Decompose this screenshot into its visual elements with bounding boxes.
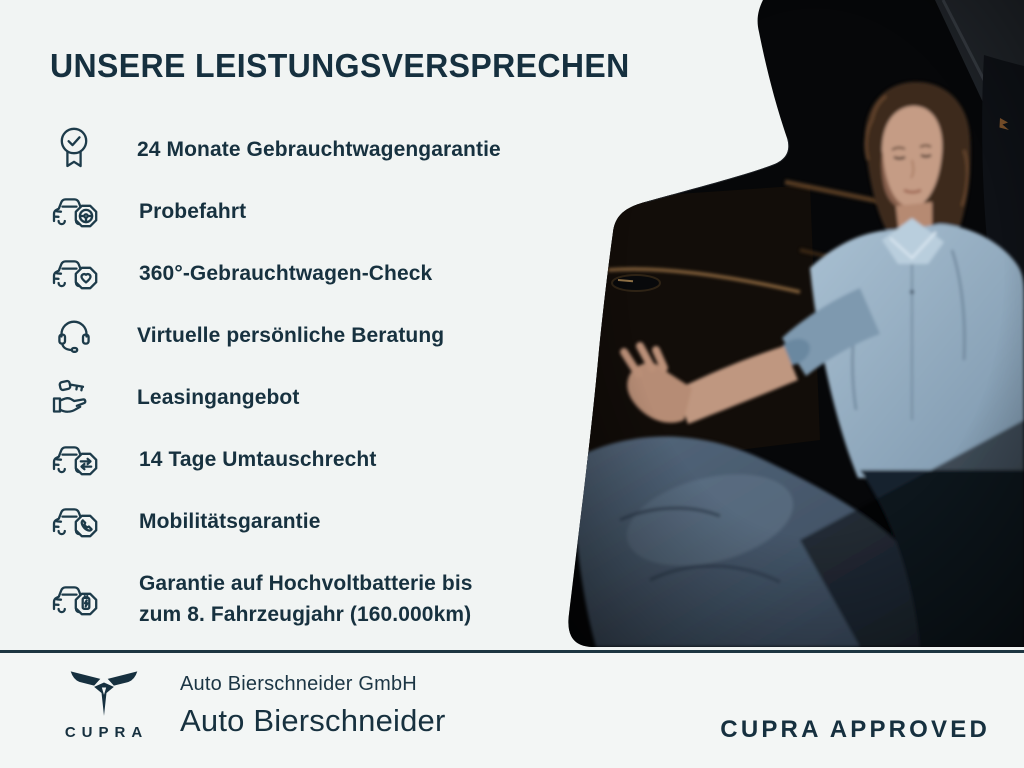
promise-label-line1: Garantie auf Hochvoltbatterie bis bbox=[139, 571, 473, 595]
list-item bbox=[50, 304, 550, 366]
list-item bbox=[50, 180, 550, 242]
promise-label: Virtuelle persönliche Beratung bbox=[137, 323, 445, 347]
promise-label: Mobilitätsgarantie bbox=[139, 509, 321, 533]
promise-label: Probefahrt bbox=[139, 199, 247, 223]
car-phone-icon bbox=[50, 501, 100, 541]
list-item bbox=[50, 118, 550, 180]
car-steering-wheel-icon bbox=[50, 191, 100, 231]
cupra-emblem-icon bbox=[67, 665, 141, 721]
cupra-logo bbox=[46, 665, 162, 741]
promise-label bbox=[139, 568, 473, 630]
footer-bar bbox=[0, 650, 1024, 768]
list-item bbox=[50, 490, 550, 552]
car-battery-icon bbox=[50, 579, 100, 619]
page-title: UNSERE LEISTUNGSVERSPRECHEN bbox=[50, 47, 630, 84]
list-item bbox=[50, 552, 550, 645]
headset-icon bbox=[50, 315, 98, 355]
list-item bbox=[50, 366, 550, 428]
dealer-name-large: Auto Bierschneider bbox=[180, 703, 446, 738]
cupra-wordmark: CUPRA bbox=[64, 724, 149, 741]
dealer-name-small: Auto Bierschneider GmbH bbox=[180, 673, 417, 695]
promise-label: Leasingangebot bbox=[137, 385, 300, 409]
promise-label-line2: zum 8. Fahrzeugjahr (160.000km) bbox=[139, 602, 472, 626]
award-check-icon bbox=[50, 126, 98, 173]
hand-key-icon bbox=[50, 376, 98, 418]
cupra-approved-label: CUPRA APPROVED bbox=[720, 716, 990, 743]
promise-label: 24 Monate Gebrauchtwagengarantie bbox=[137, 137, 501, 161]
promise-label: 14 Tage Umtauschrecht bbox=[139, 447, 377, 471]
car-exchange-arrows-icon bbox=[50, 439, 100, 479]
car-interior-photo bbox=[560, 0, 1024, 650]
promise-label: 360°-Gebrauchtwagen-Check bbox=[139, 261, 433, 285]
dealer-block bbox=[180, 673, 446, 739]
list-item bbox=[50, 428, 550, 490]
car-heart-badge-icon bbox=[50, 253, 100, 293]
promise-list bbox=[50, 118, 550, 645]
list-item bbox=[50, 242, 550, 304]
